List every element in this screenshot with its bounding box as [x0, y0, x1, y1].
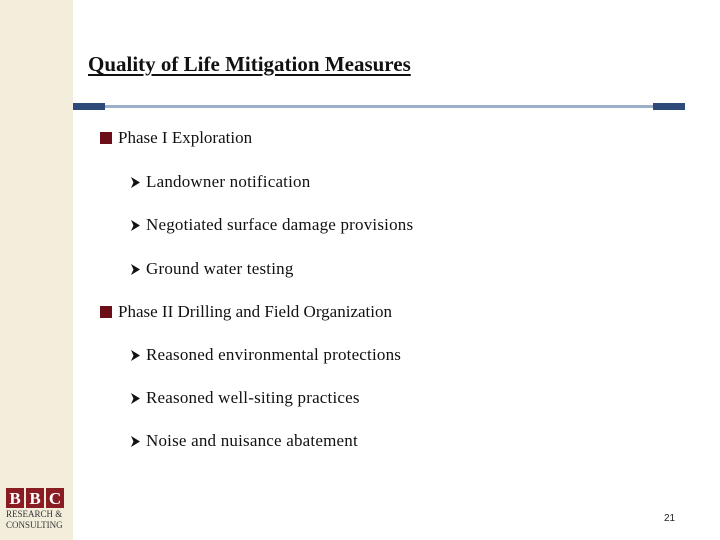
title-divider: [73, 105, 685, 108]
logo-letter: B: [26, 488, 44, 508]
list-item: [130, 388, 360, 408]
arrow-bullet-icon: [130, 220, 141, 231]
list-item-text: Landowner notification: [146, 172, 311, 191]
list-item-text: Noise and nuisance abatement: [146, 431, 358, 450]
list-item: [130, 431, 358, 451]
phase-label: Phase I Exploration: [118, 128, 253, 147]
logo-letter: C: [46, 488, 64, 508]
arrow-bullet-icon: [130, 264, 141, 275]
logo-letter: B: [6, 488, 24, 508]
list-item-text: Reasoned well-siting practices: [146, 388, 360, 407]
square-bullet-icon: [100, 306, 112, 318]
phase-heading: [100, 302, 392, 322]
phase-heading: [100, 128, 252, 148]
arrow-bullet-icon: [130, 393, 141, 404]
list-item: [130, 172, 310, 192]
logo-letters: [6, 488, 66, 508]
left-decorative-band: [0, 0, 73, 540]
square-bullet-icon: [100, 132, 112, 144]
list-item-text: Ground water testing: [146, 259, 294, 278]
list-item-text: Reasoned environmental protections: [146, 345, 402, 364]
logo-line-2: CONSULTING: [6, 520, 63, 530]
title-divider-cap-left: [73, 103, 105, 110]
page-number: 21: [664, 513, 676, 524]
logo-line-1: RESEARCH &: [6, 509, 63, 519]
arrow-bullet-icon: [130, 436, 141, 447]
list-item-text: Negotiated surface damage provisions: [146, 215, 414, 234]
slide-title: Quality of Life Mitigation Measures: [88, 52, 411, 76]
list-item: [130, 259, 294, 279]
list-item: [130, 345, 401, 365]
company-logo: [6, 488, 66, 530]
title-divider-cap-right: [653, 103, 685, 110]
arrow-bullet-icon: [130, 350, 141, 361]
phase-label: Phase II Drilling and Field Organization: [118, 302, 392, 321]
list-item: [130, 215, 413, 235]
arrow-bullet-icon: [130, 177, 141, 188]
